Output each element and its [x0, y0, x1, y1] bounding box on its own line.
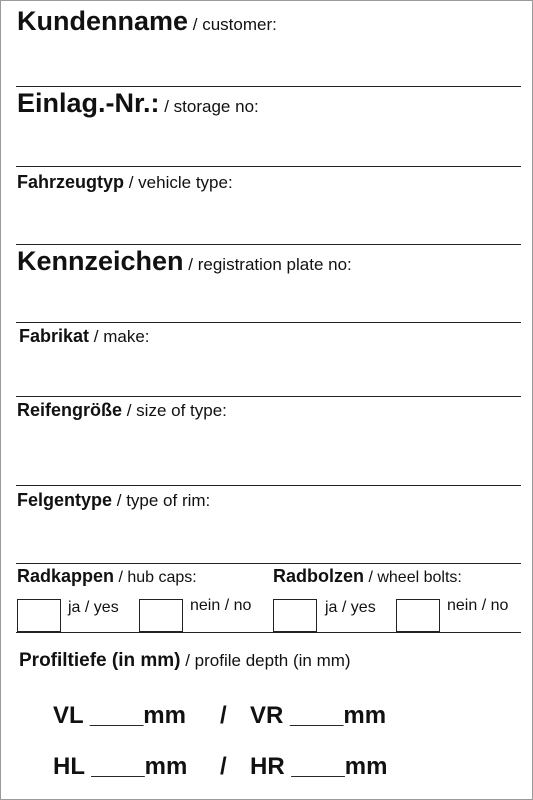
hubcaps-label-en: / hub caps:: [114, 569, 197, 586]
wheelbolts-yes-checkbox[interactable]: [273, 599, 317, 632]
customer-write-line[interactable]: [16, 86, 521, 87]
storage-write-line[interactable]: [16, 166, 521, 167]
hubcaps-yes-label: ja / yes: [68, 599, 119, 616]
plate-label-de: Kennzeichen: [17, 246, 184, 276]
front-right-depth[interactable]: VR ____mm: [250, 702, 387, 729]
field-rim-type-label: [17, 490, 210, 511]
profile-depth-label: [19, 650, 351, 672]
vehicle-type-label-de: Fahrzeugtyp: [17, 172, 125, 192]
wheelbolts-label-en: / wheel bolts:: [364, 569, 462, 586]
tire-size-label-de: Reifengröße: [17, 400, 123, 420]
vehicle-type-label-en: / vehicle type:: [124, 173, 233, 192]
rim-type-write-line[interactable]: [16, 563, 521, 564]
rear-left-depth[interactable]: HL ____mm: [53, 753, 188, 780]
make-label-en: / make:: [89, 327, 150, 346]
storage-label-en: / storage no:: [159, 97, 259, 116]
field-make-label: [19, 326, 150, 347]
front-separator: /: [220, 702, 227, 729]
customer-label-en: / customer:: [188, 15, 277, 34]
tire-size-label-en: / size of type:: [122, 401, 227, 420]
hubcaps-no-label: nein / no: [190, 597, 252, 614]
make-label-de: Fabrikat: [19, 326, 90, 346]
hubcaps-yes-checkbox[interactable]: [17, 599, 61, 632]
checkbox-row-divider: [16, 632, 521, 633]
storage-label-de: Einlag.-Nr.:: [17, 88, 160, 118]
rim-type-label-de: Felgentype: [17, 490, 113, 510]
rear-right-depth[interactable]: HR ____mm: [250, 753, 388, 780]
field-vehicle-type-label: [17, 172, 233, 193]
field-tire-size-label: [17, 400, 227, 421]
tire-size-write-line[interactable]: [16, 485, 521, 486]
hubcaps-no-checkbox[interactable]: [139, 599, 183, 632]
field-customer-label: [17, 6, 277, 37]
wheelbolts-no-checkbox[interactable]: [396, 599, 440, 632]
wheelbolts-yes-label: ja / yes: [325, 599, 376, 616]
rim-type-label-en: / type of rim:: [112, 491, 211, 510]
wheelbolts-no-label: nein / no: [447, 597, 509, 614]
wheelbolts-label: [273, 566, 462, 587]
hubcaps-label: [17, 566, 197, 587]
hubcaps-label-de: Radkappen: [17, 566, 115, 586]
customer-label-de: Kundenname: [17, 6, 189, 36]
front-left-depth[interactable]: VL ____mm: [53, 702, 186, 729]
rear-separator: /: [220, 753, 227, 780]
field-plate-label: [17, 246, 352, 277]
make-write-line[interactable]: [16, 396, 521, 397]
field-storage-label: [17, 88, 259, 119]
vehicle-type-write-line[interactable]: [16, 244, 521, 245]
profile-depth-label-de: Profiltiefe (in mm): [19, 650, 181, 671]
profile-depth-label-en: / profile depth (in mm): [180, 651, 351, 670]
wheelbolts-label-de: Radbolzen: [273, 566, 365, 586]
plate-write-line[interactable]: [16, 322, 521, 323]
plate-label-en: / registration plate no:: [183, 255, 352, 274]
